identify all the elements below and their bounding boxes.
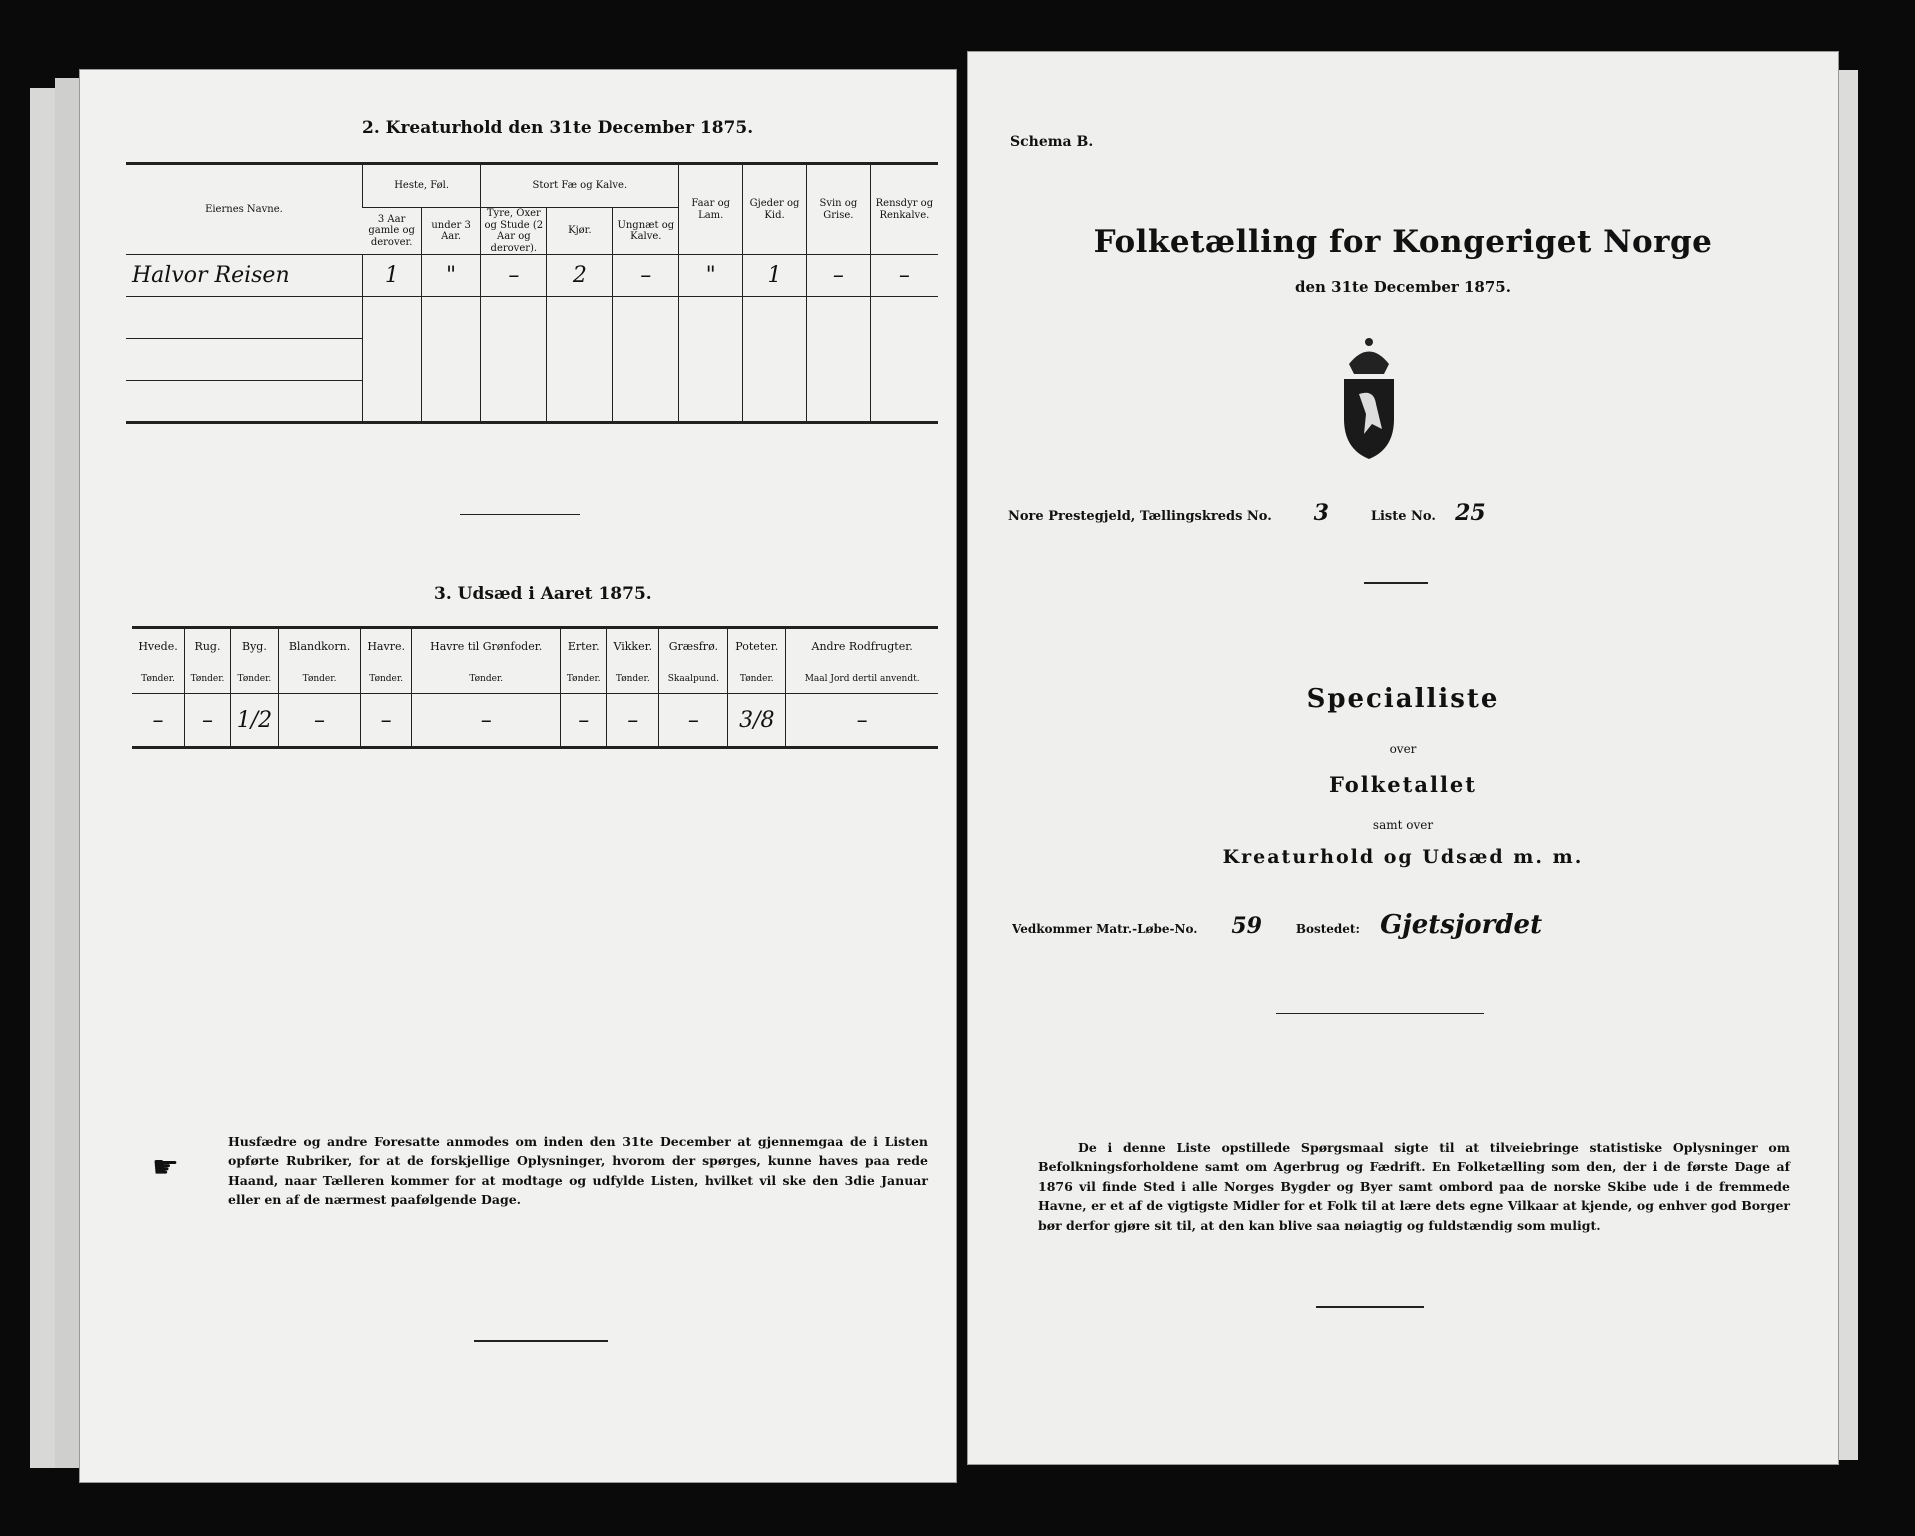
sowing-value: – <box>561 694 607 748</box>
header-pigs: Svin og Grise. <box>806 164 870 255</box>
prestegjeld-label: Nore Prestegjeld, <box>1008 509 1136 524</box>
schema-label: Schema B. <box>1010 134 1094 150</box>
sowing-unit: Tønder. <box>412 666 561 694</box>
district-line <box>1008 500 1500 526</box>
header-horses-old: 3 Aar gamle og derover. <box>362 208 421 255</box>
sowing-unit: Tønder. <box>561 666 607 694</box>
divider <box>1364 582 1428 584</box>
sowing-table <box>132 626 938 749</box>
sowing-value: – <box>361 694 412 748</box>
sowing-value: – <box>412 694 561 748</box>
liste-value: 25 <box>1455 500 1486 526</box>
sowing-header: Vikker. <box>607 628 659 666</box>
sowing-value: – <box>607 694 659 748</box>
matr-value: 59 <box>1231 913 1262 939</box>
right-page <box>968 52 1838 1464</box>
header-bulls: Tyre, Oxer og Stude (2 Aar og derover). <box>481 208 547 255</box>
sowing-unit: Tønder. <box>132 666 185 694</box>
kreds-label: Tællingskreds No. <box>1139 509 1272 524</box>
sowing-value: 3/8 <box>728 694 786 748</box>
section3-title: 3. Udsæd i Aaret 1875. <box>434 584 652 604</box>
owner-name: Halvor Reisen <box>126 255 362 297</box>
bosted-label: Bostedet: <box>1295 922 1360 936</box>
over-text: over <box>1389 742 1417 756</box>
main-title: Folketælling for Kongeriget Norge <box>1093 224 1713 260</box>
specialliste-heading: Specialliste <box>1306 684 1500 714</box>
liste-label: Liste No. <box>1370 509 1436 524</box>
sowing-unit: Tønder. <box>278 666 360 694</box>
divider <box>1276 1013 1484 1014</box>
cell-bulls: – <box>481 255 547 297</box>
sowing-unit: Tønder. <box>607 666 659 694</box>
kreds-value: 3 <box>1313 500 1329 526</box>
table-row <box>132 694 938 748</box>
bosted-value: Gjetsjordet <box>1380 910 1543 940</box>
cell-pigs: – <box>806 255 870 297</box>
sowing-header: Græsfrø. <box>659 628 728 666</box>
left-page <box>80 70 956 1482</box>
sowing-value: – <box>185 694 231 748</box>
matr-label: Vedkommer Matr.-Løbe-No. <box>1012 922 1198 936</box>
matr-line <box>1012 910 1542 940</box>
sowing-header: Andre Rodfrugter. <box>786 628 938 666</box>
header-cattle: Stort Fæ og Kalve. <box>481 164 679 208</box>
sowing-header: Erter. <box>561 628 607 666</box>
intro-paragraph: De i denne Liste opstillede Spørgsmaal sigte til at tilveiebringe statistiske Oplysninger om Befolkningsforholdene samt om Agerbrug og Fædrift. En Folketælling som den, der i de første Dage af 1876 vil finde Sted i alle Norges Bygder og Byer samt ombord paa de norske Skibe ude i de fremmede Havne, er et af de vigtigste Midler for et Folk til at lære dets egne Vilkaar at kjende, og enhver god Borger bør derfor gjøre sit til, at den kan blive saa nøiagtig og fuldstændig som muligt. <box>1038 1140 1790 1233</box>
cell-goats: 1 <box>743 255 807 297</box>
header-sheep: Faar og Lam. <box>679 164 743 255</box>
cell-horses-young: " <box>421 255 481 297</box>
cell-calves: – <box>613 255 679 297</box>
sowing-header: Havre. <box>361 628 412 666</box>
norwegian-coat-of-arms-icon <box>1324 334 1414 464</box>
sowing-unit: Tønder. <box>728 666 786 694</box>
sowing-value: – <box>152 707 164 733</box>
section2-title: 2. Kreaturhold den 31te December 1875. <box>362 118 754 138</box>
header-horses-young: under 3 Aar. <box>421 208 481 255</box>
cell-reindeer: – <box>870 255 938 297</box>
divider <box>460 514 580 515</box>
cell-horses-old: 1 <box>362 255 421 297</box>
sowing-value: 1/2 <box>230 694 278 748</box>
cell-cows: 2 <box>547 255 613 297</box>
header-owner: Eiernes Navne. <box>126 164 362 255</box>
sowing-header: Havre til Grønfoder. <box>412 628 561 666</box>
table-row <box>126 255 938 297</box>
sowing-value: – <box>786 694 938 748</box>
sowing-value: – <box>659 694 728 748</box>
date-line: den 31te December 1875. <box>1295 278 1511 296</box>
sowing-unit: Maal Jord dertil anvendt. <box>786 666 938 694</box>
header-cows: Kjør. <box>547 208 613 255</box>
sowing-unit: Skaalpund. <box>659 666 728 694</box>
notice-text: Husfædre og andre Foresatte anmodes om inden den 31te December at gjennemgaa de i Listen opførte Rubriker, for at de forskjellige Oplysninger, hvorom der spørges, kunne haves paa rede Haand, naar Tælleren kommer for at modtage og udfylde Listen, hvilket vil ske den 3die Januar eller en af de nærmest paafølgende Dage. <box>228 1134 928 1208</box>
header-goats: Gjeder og Kid. <box>743 164 807 255</box>
table-row <box>126 339 938 381</box>
page-edge-right <box>1838 70 1858 1460</box>
sowing-header: Blandkorn. <box>278 628 360 666</box>
sowing-header: Poteter. <box>728 628 786 666</box>
table-row <box>126 381 938 423</box>
sowing-header: Rug. <box>185 628 231 666</box>
sowing-unit: Tønder. <box>230 666 278 694</box>
header-calves: Ungnæt og Kalve. <box>613 208 679 255</box>
header-horses: Heste, Føl. <box>362 164 480 208</box>
pointing-hand-icon: ☛ <box>152 1150 179 1185</box>
sowing-header: Byg. <box>230 628 278 666</box>
header-reindeer: Rensdyr og Renkalve. <box>870 164 938 255</box>
folketallet-heading: Folketallet <box>1329 772 1477 797</box>
table-row <box>126 297 938 339</box>
sowing-value: – <box>278 694 360 748</box>
sowing-unit: Tønder. <box>185 666 231 694</box>
sowing-header: Hvede. <box>138 639 178 653</box>
sowing-unit: Tønder. <box>361 666 412 694</box>
kreaturhold-heading: Kreaturhold og Udsæd m. m. <box>1222 846 1584 868</box>
cell-sheep: " <box>679 255 743 297</box>
livestock-table <box>126 162 938 424</box>
samt-over-text: samt over <box>1372 818 1434 832</box>
divider <box>474 1340 608 1342</box>
divider <box>1316 1306 1424 1308</box>
